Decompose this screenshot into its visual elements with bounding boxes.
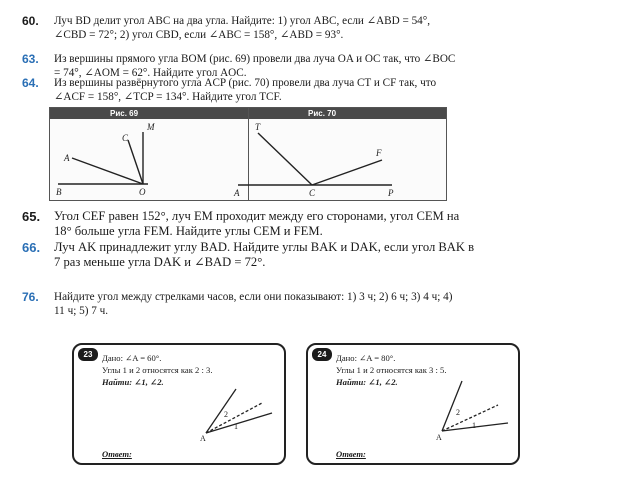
card-number: 24 <box>312 348 332 361</box>
problem-text: Луч AK принадлежит углу BAD. Найдите углы BAK и DAK, если угол BAK в 7 раз меньше угла DAK и ∠BAD = 72°. <box>54 240 475 269</box>
label-b: B <box>56 187 62 197</box>
answer-label: Ответ: <box>336 449 366 459</box>
ray-cf <box>312 160 382 185</box>
label-p: P <box>388 188 394 198</box>
problem-number: 66. <box>22 240 41 255</box>
problem-number: 63. <box>22 52 39 66</box>
vertex-label: A <box>436 433 442 442</box>
vertex-label: A <box>200 434 206 443</box>
angle-2-label: 2 <box>456 408 460 417</box>
fig69-caption: Рис. 69 <box>110 109 139 118</box>
label-f: F <box>376 148 382 158</box>
ratio-line: Углы 1 и 2 относятся как 3 : 5. <box>336 365 447 375</box>
angle-2-label: 2 <box>224 410 228 419</box>
given-line: Дано: ∠A = 60°. <box>102 353 162 363</box>
label-c: C <box>122 133 129 143</box>
fig70-drawing <box>238 133 392 185</box>
figures-69-70 <box>49 107 447 201</box>
problem-number: 60. <box>22 14 39 28</box>
problem-text: Найдите угол между стрелками часов, если они показывают: 1) 3 ч; 2) 6 ч; 3) 4 ч; 4) 11 ч; 5) 7 ч. <box>54 291 453 317</box>
problem-text: Луч BD делит угол ABC на два угла. Найдите: 1) угол ABC, если ∠ABD = 54°, ∠CBD = 72°; 2) угол CBD, если ∠ABC = 158°, ∠ABD = 93°. <box>54 15 431 41</box>
problem-number: 76. <box>22 290 39 304</box>
card-24 <box>306 343 520 465</box>
angle-1-label: 1 <box>472 421 476 430</box>
find-line: Найти: ∠1, ∠2. <box>102 377 164 387</box>
fig70-caption: Рис. 70 <box>308 109 337 118</box>
ray-ct <box>258 133 312 185</box>
label-t: T <box>255 122 261 132</box>
problem-number: 64. <box>22 76 39 90</box>
card-23 <box>72 343 286 465</box>
label-m: M <box>147 122 155 132</box>
problem-text: Из вершины развёрнутого угла ACP (рис. 70) провели два луча CT и CF так, что ∠ACF = 158°, ∠TCP = 134°. Найдите угол TCF. <box>54 77 437 103</box>
problem-66 <box>22 240 622 270</box>
problem-60 <box>22 14 622 42</box>
label-a: A <box>64 153 70 163</box>
figure-drawings <box>50 119 446 200</box>
ray-oc <box>128 140 143 184</box>
problem-text: Угол CEF равен 152°, луч EM проходит между его сторонами, угол CEM на 18° больше угла FEM. Найдите углы CEM и FEM. <box>54 209 460 238</box>
problem-76 <box>22 290 622 318</box>
angle-1-label: 1 <box>234 422 238 431</box>
problem-number: 65. <box>22 209 41 224</box>
given-line: Дано: ∠A = 80°. <box>336 353 396 363</box>
label-a2: A <box>234 188 240 198</box>
fig69-drawing <box>58 132 148 184</box>
problem-64 <box>22 76 622 104</box>
angle-drawing <box>74 345 284 463</box>
find-line: Найти: ∠1, ∠2. <box>336 377 398 387</box>
angle-drawing <box>308 345 518 463</box>
label-o: O <box>139 187 146 197</box>
card-number: 23 <box>78 348 98 361</box>
problem-text: Из вершины прямого угла BOM (рис. 69) провели два луча OA и OC так, что ∠BOC = 74°, ∠AOM = 62°. Найдите угол AOC. <box>54 53 456 79</box>
answer-label: Ответ: <box>102 449 132 459</box>
ratio-line: Углы 1 и 2 относятся как 2 : 3. <box>102 365 213 375</box>
ray-oa <box>72 158 143 184</box>
problem-65 <box>22 209 622 239</box>
label-c2: C <box>309 188 316 198</box>
